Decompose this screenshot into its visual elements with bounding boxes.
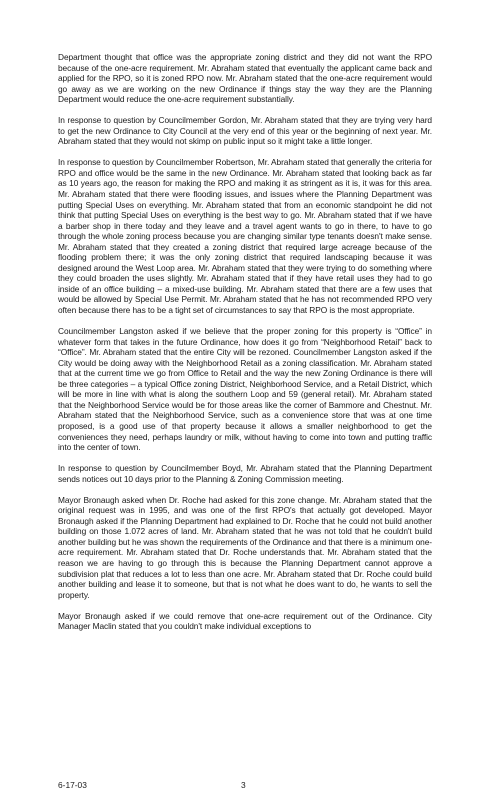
paragraph: Department thought that office was the appropriate zoning district and they did not want the RPO because of the one-acre requirement. Mr. Abraham stated that eventually the applicant came back and applied for the RPO, so it is zoned RPO now. Mr. Abraham stated that the one-acre requirement would go away as we are working on the new Ordinance if things stay the way they are the Planning Department would reduce the one-acre requirement substantially. bbox=[58, 52, 432, 105]
paragraph: In response to question by Councilmember Gordon, Mr. Abraham stated that they are trying very hard to get the new Ordinance to City Council at the very end of this year or the beginning of next year. Mr. Abraham stated that they would not skimp on public input so it might take a little longer. bbox=[58, 115, 432, 147]
paragraph: Councilmember Langston asked if we believe that the proper zoning for this property is “Office” in whatever form that takes in the future Ordinance, how does it go from “Neighborhood Retail” back to “Office”. Mr. Abraham stated that the entire City will be rezoned. Councilmember Langston asked if the City would be doing away with the Neighborhood Retail as a zoning classification. Mr. Abraham stated that at the current time we go from Office to Retail and the way the new Zoning Ordinance is there will be three categories – a typical Office zoning District, Neighborhood Service, and a Retail District, which will be more in line with what is along the southern Loop and 59 (general retail). Mr. Abraham stated that the Neighborhood Service would be for those areas like the corner of Bammore and Chestnut. Mr. Abraham stated that the Neighborhood Service, such as a convenience store that was at one time proposed, is a good use of that property because it allows a smaller neighborhood to get the conveniences they need, perhaps laundry or milk, without having to come into town and putting traffic into the center of town. bbox=[58, 326, 432, 453]
minutes-body bbox=[58, 52, 432, 642]
page-number: 3 bbox=[241, 780, 246, 790]
paragraph: Mayor Bronaugh asked if we could remove that one-acre requirement out of the Ordinance. City Manager Maclin stated that you couldn't make individual exceptions to bbox=[58, 610, 432, 632]
paragraph: In response to question by Councilmember Robertson, Mr. Abraham stated that generally the criteria for RPO and office would be the same in the new Ordinance. Mr. Abraham stated that looking back as far as 10 years ago, the reason for making the RPO and making it as stringent as it is, it was for this area. Mr. Abraham stated that there were flooding issues, and issues where the Planning Department was putting Special Uses on everything. Mr. Abraham stated that from an economic standpoint he did not think that putting Special Uses on everything is the best way to go. Mr. Abraham stated that if we have a barber shop in there today and they leave and a travel agent wants to go in there, to have to go through the whole zoning process because you are changing similar type tenants doesn't make sense. Mr. Abraham stated that they created a zoning district that required large acreage because of the flooding problem there; it was the only zoning district that required landscaping because it was designed around the West Loop area. Mr. Abraham stated that they were trying to do something where they could broaden the uses slightly. Mr. Abraham stated that if they have retail uses they had to go inside of an office building – a mixed-use building. Mr. Abraham stated that there are a few uses that would be allowed by Special Use Permit. Mr. Abraham stated that he has not recommended RPO very often because there has to be a tight set of circumstances to say that RPO is the most appropriate. bbox=[58, 157, 432, 316]
paragraph: In response to question by Councilmember Boyd, Mr. Abraham stated that the Planning Department sends notices out 10 days prior to the Planning & Zoning Commission meeting. bbox=[58, 463, 432, 484]
paragraph: Mayor Bronaugh asked when Dr. Roche had asked for this zone change. Mr. Abraham stated that the original request was in 1995, and was one of the first RPO's that actually got developed. Mayor Bronaugh asked if the Planning Department had explained to Dr. Roche that he could not build another building on those 1.072 acres of land. Mr. Abraham stated that he was not told that he couldn't build another building but he was shown the requirements of the Ordinance and that there is a minimum one-acre requirement. Mr. Abraham stated that Dr. Roche understands that. Mr. Abraham stated that the reason we are having to go through this is because the Planning Department cannot approve a subdivision plat that reduces a lot to less than one acre. Mr. Abraham stated that Dr. Roche could build another building and lease it to someone, but that is not what he does want to do, he wants to sell the property. bbox=[58, 494, 432, 600]
footer-date: 6-17-03 bbox=[58, 780, 87, 790]
